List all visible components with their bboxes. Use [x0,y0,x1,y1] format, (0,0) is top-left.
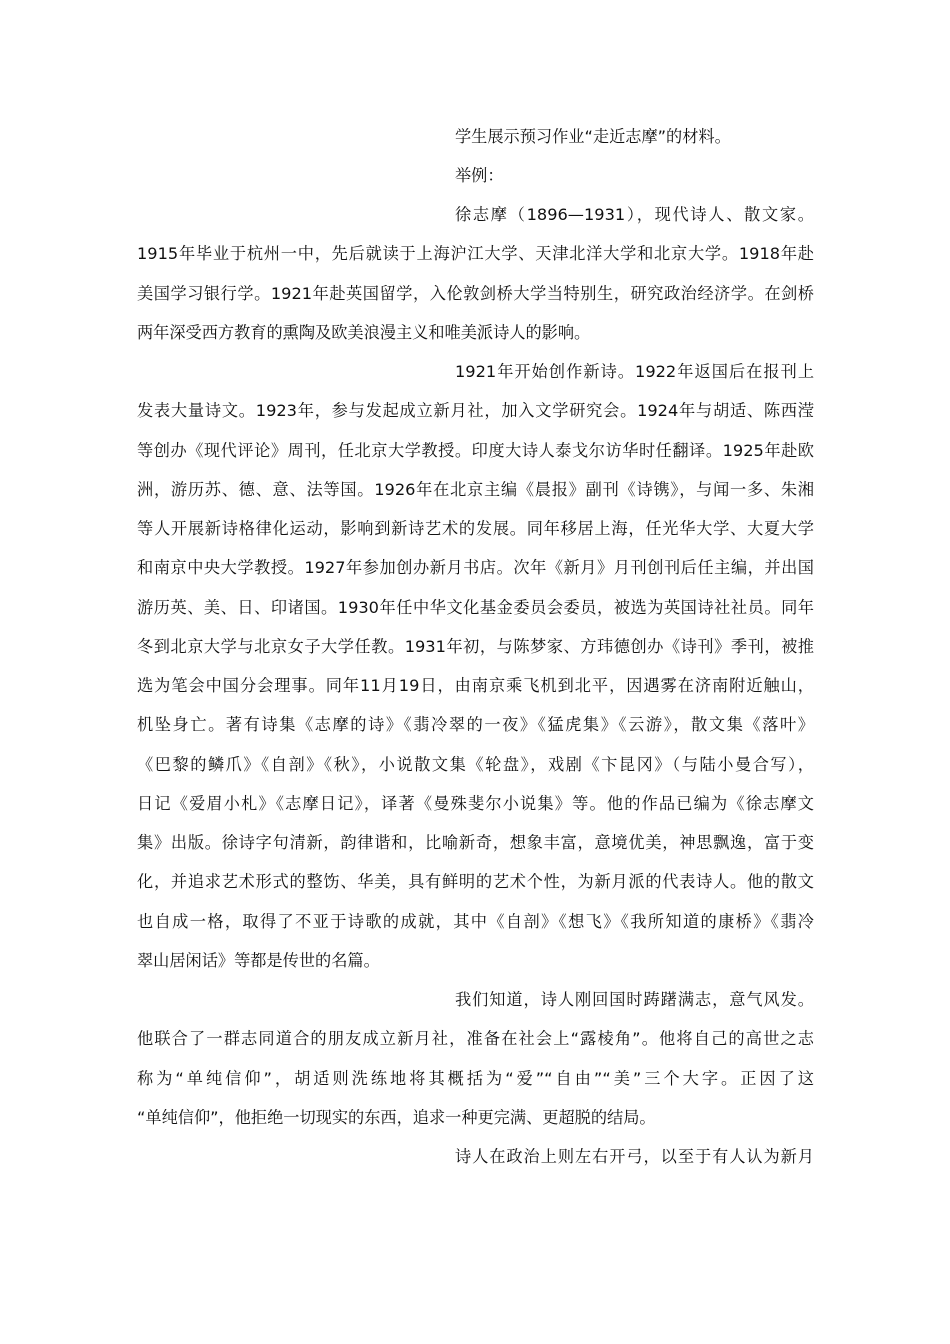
text-line: 我们知道，诗人刚回国时踌躇满志，意气风发。 [455,990,814,1009]
text-line: 称为“单纯信仰”，胡适则洗练地将其概括为“爱”“自由”“美”三个大字。正因了这 [137,1069,814,1088]
text-line: 机坠身亡。著有诗集《志摩的诗》《翡冷翠的一夜》《猛虎集》《云游》，散文集《落叶》 [137,715,814,734]
example-label: 举例： [455,166,504,185]
intro-line: 学生展示预习作业“走近志摩”的材料。 [455,127,731,146]
text-line: 1915年毕业于杭州一中，先后就读于上海沪江大学、天津北洋大学和北京大学。1918年赴 [137,244,814,263]
text-line: 发表大量诗文。1923年，参与发起成立新月社，加入文学研究会。1924年与胡适、陈西滢 [137,401,814,420]
text-line: 1921年开始创作新诗。1922年返国后在报刊上 [455,362,814,381]
text-line: 和南京中央大学教授。1927年参加创办新月书店。次年《新月》月刊创刊后任主编，并出国 [137,558,814,577]
text-line: 翠山居闲话》等都是传世的名篇。 [137,951,380,970]
text-line: 化，并追求艺术形式的整饬、华美，具有鲜明的艺术个性，为新月派的代表诗人。他的散文 [137,872,814,891]
text-line: 美国学习银行学。1921年赴英国留学，入伦敦剑桥大学当特别生，研究政治经济学。在剑桥 [137,284,814,303]
text-line: 洲，游历苏、德、意、法等国。1926年在北京主编《晨报》副刊《诗镌》，与闻一多、朱湘 [137,480,814,499]
text-line: 徐志摩（1896—1931），现代诗人、散文家。 [455,205,814,224]
text-line: 冬到北京大学与北京女子大学任教。1931年初，与陈梦家、方玮德创办《诗刊》季刊，被推 [137,637,814,656]
text-line: 等人开展新诗格律化运动，影响到新诗艺术的发展。同年移居上海，任光华大学、大夏大学 [137,519,814,538]
text-line: 日记《爱眉小札》《志摩日记》，译著《曼殊斐尔小说集》等。他的作品已编为《徐志摩文 [137,794,814,813]
text-line: 等创办《现代评论》周刊，任北京大学教授。印度大诗人泰戈尔访华时任翻译。1925年赴欧 [137,441,814,460]
text-line: 他联合了一群志同道合的朋友成立新月社，准备在社会上“露棱角”。他将自己的高世之志 [137,1029,814,1048]
text-line: 诗人在政治上则左右开弓，以至于有人认为新月 [455,1147,814,1166]
text-line: “单纯信仰”，他拒绝一切现实的东西，追求一种更完满、更超脱的结局。 [137,1108,656,1127]
text-line: 也自成一格，取得了不亚于诗歌的成就，其中《自剖》《想飞》《我所知道的康桥》《翡冷 [137,912,814,931]
text-line: 选为笔会中国分会理事。同年11月19日，由南京乘飞机到北平，因遇雾在济南附近触山， [137,676,814,695]
text-line: 集》出版。徐诗字句清新，韵律谐和，比喻新奇，想象丰富，意境优美，神思飘逸，富于变 [137,833,814,852]
text-line: 《巴黎的鳞爪》《自剖》《秋》，小说散文集《轮盘》，戏剧《卞昆冈》（与陆小曼合写）， [137,755,814,774]
text-line: 游历英、美、日、印诸国。1930年任中华文化基金委员会委员，被选为英国诗社社员。同年 [137,598,814,617]
text-line: 两年深受西方教育的熏陶及欧美浪漫主义和唯美派诗人的影响。 [137,323,591,342]
